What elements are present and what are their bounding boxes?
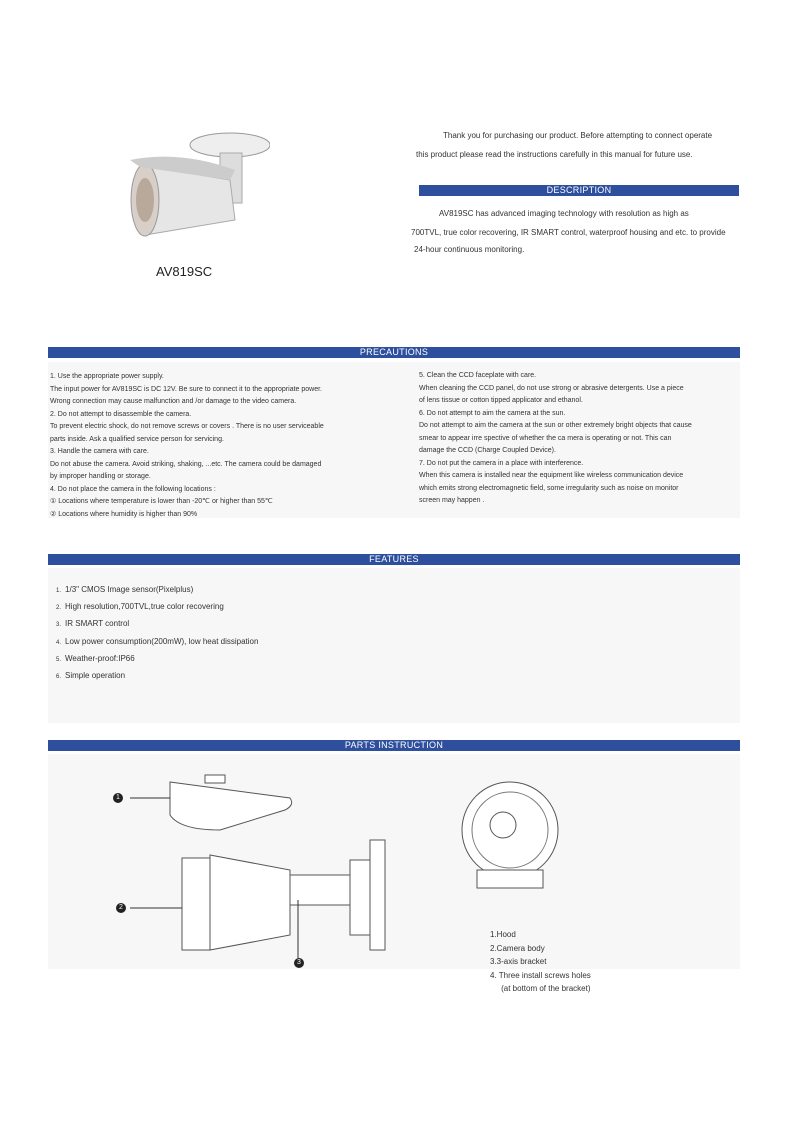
parts-list-item: 2.Camera body [490,943,545,953]
precautions-left-column [50,371,324,521]
callout-3: 3 [294,958,304,968]
features-list [56,582,258,685]
feature-item: 5. Weather-proof:IP66 [56,653,135,663]
camera-product-image [120,125,270,245]
precaution-line: Wrong connection may cause malfunction and /or damage to the video camera. [50,398,297,405]
precautions-right-column [419,370,692,508]
precaution-line: When this camera is installed near the equipment like wireless communication device [419,472,684,479]
precaution-line: 6. Do not attempt to aim the camera at the sun. [419,409,566,417]
description-line-3: 24-hour continuous monitoring. [414,245,525,254]
precaution-line: 1. Use the appropriate power supply. [50,373,164,380]
precaution-line: ① Locations where temperature is lower than -20℃ or higher than 55℃ [50,498,273,505]
parts-list-item: 4. Three install screws holes [490,970,591,980]
description-header: DESCRIPTION [419,185,739,196]
precaution-line: which emits strong electromagnetic field, some irregularity such as noise on monitor [419,484,679,492]
precaution-line: The input power for AV819SC is DC 12V. Be sure to connect it to the appropriate power. [50,385,322,393]
precaution-line: smear to appear irre spective of whether the ca mera is operating or not. This can [419,434,672,442]
precaution-line: 2. Do not attempt to disassemble the camera. [50,410,192,418]
parts-list-item: (at bottom of the bracket) [490,984,591,993]
feature-item: 6. Simple operation [56,671,126,681]
precaution-line: screen may happen . [419,497,485,504]
features-header: FEATURES [48,554,740,565]
camera-side-diagram [110,770,400,970]
parts-list-item: 1.Hood [490,930,516,939]
precaution-line: Do not attempt to aim the camera at the sun or other extremely bright objects that cause [419,422,692,429]
model-name: AV819SC [156,264,213,279]
precaution-line: by improper handling or storage. [50,473,151,480]
precaution-line: ② Locations where humidity is higher than 90% [50,510,198,518]
precaution-line: When cleaning the CCD panel, do not use strong or abrasive detergents. Use a piece [419,384,684,392]
parts-header: PARTS INSTRUCTION [48,740,740,751]
precaution-line: 3. Handle the camera with care. [50,448,149,455]
feature-item: 2. High resolution,700TVL,true color recovering [56,602,224,612]
precaution-line: 7. Do not put the camera in a place with interference. [419,459,584,467]
camera-bottom-diagram [455,775,565,895]
precaution-line: To prevent electric shock, do not remove screws or covers . There is no user serviceable [50,423,324,430]
precaution-line: 4. Do not place the camera in the following locations : [50,485,216,493]
precaution-line: 5. Clean the CCD faceplate with care. [419,372,537,379]
intro-line-1: Thank you for purchasing our product. Before attempting to connect operate [443,131,713,140]
feature-item: 1. 1/3" CMOS Image sensor(Pixelplus) [56,585,194,594]
precaution-line: parts inside. Ask a qualified service person for servicing. [50,435,224,443]
feature-item: 3. IR SMART control [56,619,130,629]
feature-item: 4. Low power consumption(200mW), low heat dissipation [56,636,259,646]
callout-2: 2 [116,903,126,913]
intro-line-2: this product please read the instructions carefully in this manual for future use. [416,150,693,159]
description-line-1: AV819SC has advanced imaging technology with resolution as high as [439,209,689,218]
callout-1: 1 [113,793,123,803]
precaution-line: of lens tissue or cotton tipped applicator and ethanol. [419,397,583,404]
precaution-line: Do not abuse the camera. Avoid striking, shaking, ...etc. The camera could be damaged [50,460,322,468]
parts-list-item: 3.3-axis bracket [490,957,547,966]
precautions-header: PRECAUTIONS [48,347,740,358]
precaution-line: damage the CCD (Charge Coupled Device). [419,447,556,454]
parts-list [490,928,591,996]
description-line-2: 700TVL, true color recovering, IR SMART control, waterproof housing and etc. to provide [411,228,726,237]
